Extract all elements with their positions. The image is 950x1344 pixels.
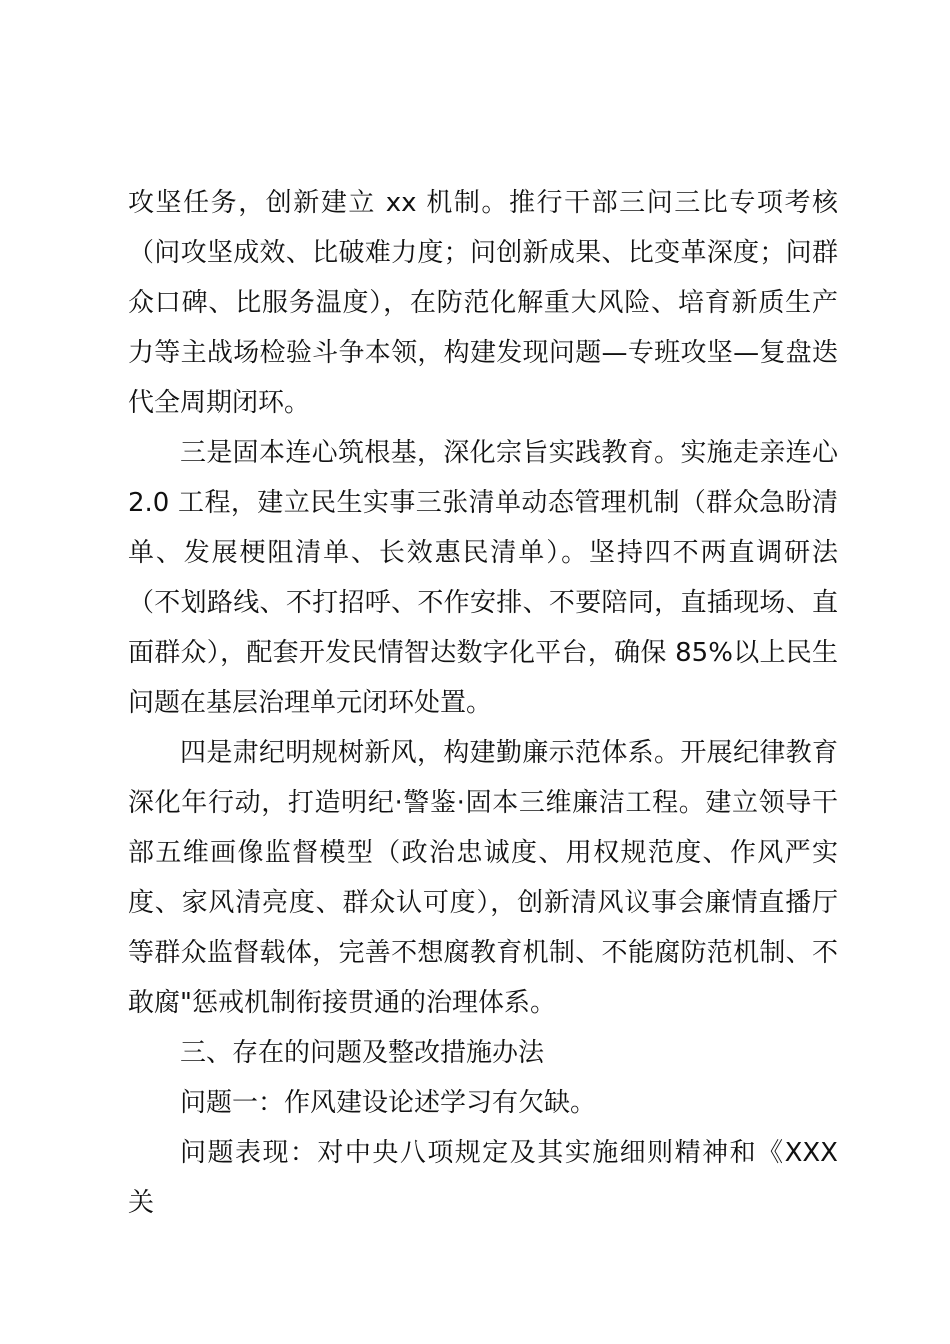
problem-desc-block (128, 1128, 838, 1228)
paragraph-1: 攻坚任务，创新建立 xx 机制。推行干部三问三比专项考核（问攻坚成效、比破难力度；问创新成果、比变革深度；问群众口碑、比服务温度），在防范化解重大风险、培育新质生产力等主战场检验斗争本领，构建发现问题—专班攻坚—复盘迭代全周期闭环。 (128, 188, 838, 418)
section-heading: 三、存在的问题及整改措施办法 (180, 1038, 545, 1068)
paragraph-1-block (128, 178, 838, 428)
paragraph-2: 三是固本连心筑根基，深化宗旨实践教育。实施走亲连心 2.0 工程，建立民生实事三张清单动态管理机制（群众急盼清单、发展梗阻清单、长效惠民清单）。坚持四不两直调研法（不划路线、不打招呼、不作安排、不要陪同，直插现场、直面群众），配套开发民情智达数字化平台，确保 85%以上民生问题在基层治理单元闭环处置。 (128, 438, 838, 718)
section-heading-block (128, 1028, 838, 1078)
problem-title-block (128, 1078, 838, 1128)
paragraph-2-block (128, 428, 838, 728)
problem-title: 问题一：作风建设论述学习有欠缺。 (180, 1088, 597, 1118)
paragraph-3: 四是肃纪明规树新风，构建勤廉示范体系。开展纪律教育深化年行动，打造明纪·警鉴·固本三维廉洁工程。建立领导干部五维画像监督模型（政治忠诚度、用权规范度、作风严实度、家风清亮度、群众认可度），创新清风议事会廉情直播厅等群众监督载体，完善不想腐教育机制、不能腐防范机制、不敢腐"惩戒机制衔接贯通的治理体系。 (128, 738, 838, 1018)
problem-description: 问题表现：对中央八项规定及其实施细则精神和《XXX 关 (128, 1138, 838, 1218)
paragraph-3-block (128, 728, 838, 1028)
